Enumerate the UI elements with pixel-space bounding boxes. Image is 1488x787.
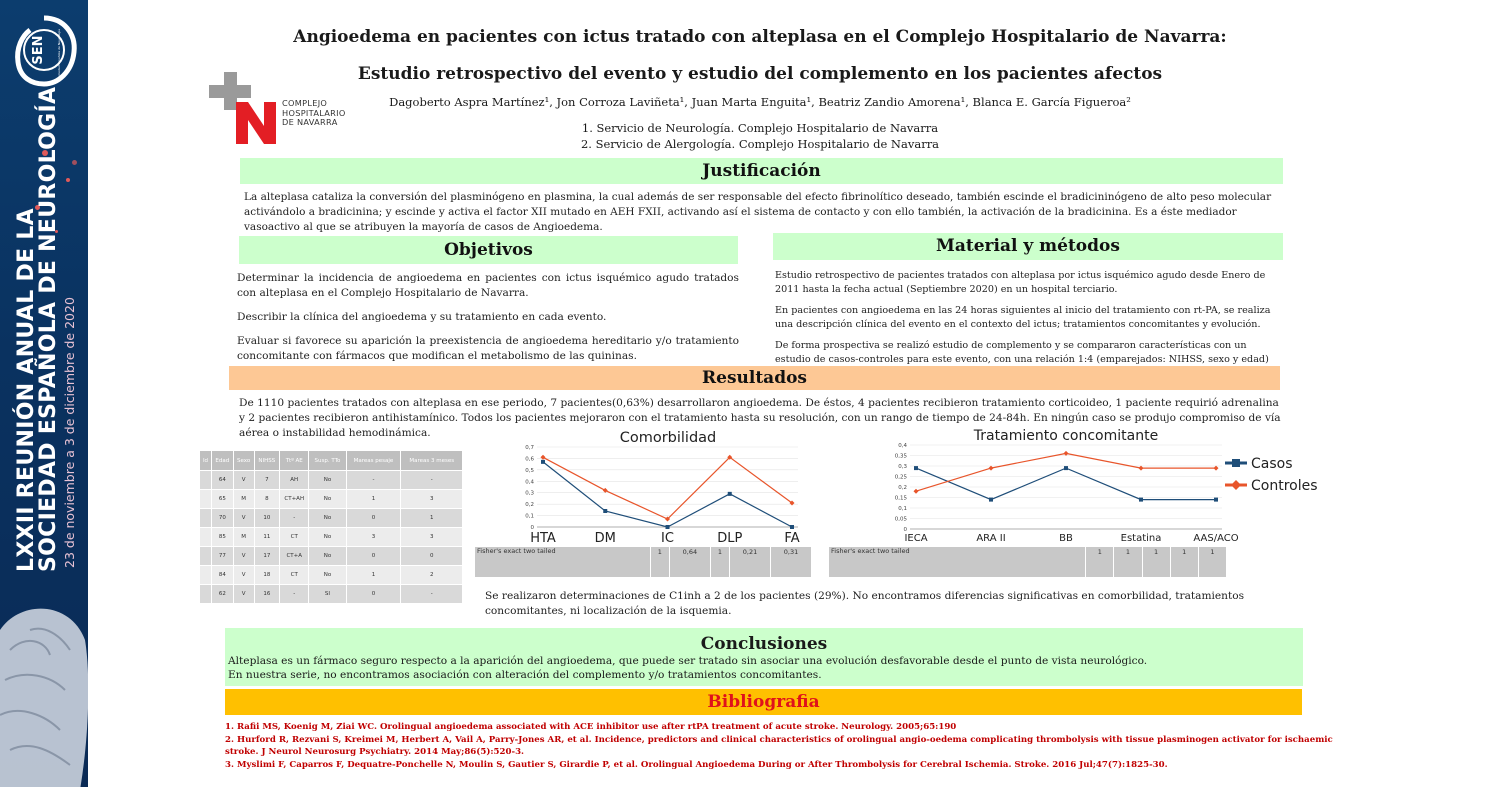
objetivos-text — [237, 271, 739, 373]
patient-table-cell: - — [280, 509, 309, 528]
data-point-controles — [1064, 451, 1069, 456]
y-tick-label: 0,6 — [525, 456, 534, 463]
patient-table-cell: - — [401, 585, 463, 604]
y-tick-label: 0,35 — [894, 453, 907, 460]
patient-table-header: Sexo — [233, 451, 254, 471]
section-justificacion-header: Justificación — [240, 158, 1283, 184]
fisher-value: 0,31 — [771, 547, 812, 578]
x-tick-label: ARA II — [976, 533, 1006, 544]
patient-table-cell: 0 — [401, 547, 463, 566]
data-point-casos — [989, 498, 993, 502]
data-point-casos — [1064, 466, 1068, 470]
fisher-table-tratamiento — [828, 546, 1227, 578]
patient-table-cell: 64 — [212, 471, 234, 490]
data-point-casos — [541, 460, 545, 464]
series-line-controles — [543, 457, 792, 519]
data-point-controles — [1139, 466, 1144, 471]
logo-line3: DE NAVARRA — [282, 117, 338, 127]
chart-title: Tratamiento concomitante — [973, 428, 1159, 444]
hospital-logo-text — [282, 99, 346, 128]
patient-table-cell: No — [309, 566, 346, 585]
patient-table-row — [200, 566, 463, 585]
patient-table-cell: 65 — [212, 490, 234, 509]
patient-table-row — [200, 490, 463, 509]
patient-table-cell: 62 — [212, 585, 234, 604]
y-tick-label: 0,25 — [894, 474, 907, 481]
patient-table-cell: 18 — [254, 566, 280, 585]
x-tick-label: IC — [661, 531, 674, 545]
patient-table-cell: 2 — [401, 566, 463, 585]
legend-label: Controles — [1251, 478, 1318, 494]
poster-title-line1: Angioedema en pacientes con ictus tratado con alteplasa en el Complejo Hospitalario de Navarra: — [293, 27, 1227, 47]
patient-table-row — [200, 547, 463, 566]
patient-table-row — [200, 585, 463, 604]
data-point-controles — [541, 455, 546, 460]
legend-label: Casos — [1251, 456, 1293, 472]
authors: Dagoberto Aspra Martínez¹, Jon Corroza Laviñeta¹, Juan Marta Enguita¹, Beatriz Zandio Amorena¹, Blanca E. García Figueroa² — [389, 95, 1131, 109]
patient-table-header: Ttº AE — [280, 451, 309, 471]
x-tick-label: Estatina — [1120, 533, 1162, 544]
patient-table-cell — [200, 471, 212, 490]
affiliation-2: 2. Servicio de Alergología. Complejo Hospitalario de Navarra — [580, 137, 940, 151]
patient-table-cell: V — [233, 585, 254, 604]
patient-table-cell: V — [233, 547, 254, 566]
legend-marker — [1232, 459, 1240, 467]
y-tick-label: 0,4 — [898, 443, 907, 449]
y-tick-label: 0,4 — [525, 479, 534, 486]
patient-table-cell: 17 — [254, 547, 280, 566]
patient-table-cell: 1 — [401, 509, 463, 528]
patient-table-cell: M — [233, 528, 254, 547]
reference-3: 3. Myslimi F, Caparros F, Dequatre-Ponchelle N, Moulin S, Gautier S, Girardie P, et al. Orolingual Angioedema During or After Thrombolysis for Cerebral Ischemia. Stroke. 2016 Jul;47(7):1825-30. — [225, 759, 1168, 770]
patient-table-cell: 1 — [346, 490, 401, 509]
patient-table-cell: 3 — [401, 490, 463, 509]
y-tick-label: 0,3 — [898, 464, 907, 470]
banner-line1: LXXII REUNIÓN ANUAL DE LA — [14, 207, 39, 572]
patient-table-cell: AH — [280, 471, 309, 490]
patient-table-cell: 0 — [346, 585, 401, 604]
data-point-controles — [914, 489, 919, 494]
patient-table-cell: M — [233, 490, 254, 509]
patient-table-cell: 0 — [346, 547, 401, 566]
poster-title-line2: Estudio retrospectivo del evento y estudio del complemento en los pacientes afectos — [357, 64, 1163, 84]
fisher-table-comorbilidad — [474, 546, 812, 578]
reference-2: 2. Hurford R, Rezvani S, Kreimei M, Herbert A, Vail A, Parry-Jones AR, et al. Incidence, predictors and clinical characteristics of orolingual angio-oedema complicating thrombolysis with tissue plasminogen activator for ischaemic stroke. J Neurol Neurosurg Psychiatry. 2014 May;86(5):520-3. — [225, 734, 1333, 757]
sen-logo-text: SEN — [31, 35, 46, 65]
fisher-label: Fisher's exact two tailed — [829, 547, 1086, 578]
patient-table-cell: 16 — [254, 585, 280, 604]
material-p2: En pacientes con angioedema en las 24 horas siguientes al inicio del tratamiento con rt-PA, se realiza una descripción clínica del evento en el contexto del ictus; tratamientos concomitantes y evolución. — [775, 305, 1271, 330]
patient-table-header: Edad — [212, 451, 234, 471]
patient-table-cell: No — [309, 528, 346, 547]
data-point-controles — [989, 466, 994, 471]
x-tick-label: HTA — [530, 531, 556, 545]
fisher-value: 1 — [710, 547, 729, 578]
patient-table-cell: CT — [280, 566, 309, 585]
data-point-casos — [728, 492, 732, 496]
y-tick-label: 0,1 — [525, 513, 534, 520]
fisher-value: 0,21 — [730, 547, 771, 578]
conclusion-line1: Alteplasa es un fármaco seguro respecto a la aparición del angioedema, que puede ser tratado sin asociar una evolución desfavorable desde el punto de vista neurológico. — [228, 655, 1148, 667]
patient-table-cell: 84 — [212, 566, 234, 585]
patient-table-cell: 7 — [254, 471, 280, 490]
conclusiones-header: Conclusiones — [700, 634, 828, 654]
x-tick-label: DM — [594, 531, 616, 545]
chart-comorbilidad — [475, 427, 815, 545]
x-tick-label: BB — [1059, 533, 1073, 544]
patient-table-cell — [200, 490, 212, 509]
data-point-casos — [1214, 498, 1218, 502]
bibliography-list — [225, 721, 1335, 771]
y-tick-label: 0,15 — [894, 495, 907, 502]
patient-table-cell: - — [346, 471, 401, 490]
material-p1: Estudio retrospectivo de pacientes tratados con alteplasa por ictus isquémico agudo desde Enero de 2011 hasta la fecha actual (Septiembre 2020) en un hospital terciario. — [775, 270, 1266, 295]
x-tick-label: DLP — [717, 531, 743, 545]
y-tick-label: 0 — [530, 525, 534, 531]
patient-table-header: Mareas pesaje — [346, 451, 401, 471]
patient-table-cell: 11 — [254, 528, 280, 547]
section-bibliografia-header: Bibliografia — [225, 689, 1302, 715]
patient-table-cell: - — [401, 471, 463, 490]
patient-table-cell: V — [233, 509, 254, 528]
patient-table-cell: No — [309, 509, 346, 528]
data-point-casos — [1139, 498, 1143, 502]
fisher-value: 1 — [1142, 547, 1170, 578]
series-line-casos — [916, 468, 1216, 500]
objetivo-1: Determinar la incidencia de angioedema en pacientes con ictus isquémico agudo tratados con alteplasa en el Complejo Hospitalario de Navarra. — [237, 272, 739, 299]
data-point-controles — [1214, 466, 1219, 471]
conference-banner — [0, 0, 88, 787]
patient-table-cell: 70 — [212, 509, 234, 528]
material-text — [775, 269, 1283, 374]
patient-table-cell: CT+AH — [280, 490, 309, 509]
objetivo-2: Describir la clínica del angioedema y su tratamiento en cada evento. — [237, 311, 607, 323]
logo-line1: COMPLEJO — [282, 98, 328, 108]
affiliation-1: 1. Servicio de Neurología. Complejo Hospitalario de Navarra — [581, 121, 939, 135]
patient-table-header: Mareas 3 meses — [401, 451, 463, 471]
patient-table-cell: 8 — [254, 490, 280, 509]
patient-table-cell: No — [309, 547, 346, 566]
data-point-controles — [603, 488, 608, 493]
section-conclusiones — [225, 628, 1303, 686]
data-point-casos — [914, 466, 918, 470]
fisher-value: 1 — [1198, 547, 1226, 578]
patient-table-cell — [200, 585, 212, 604]
brain-illustration-icon — [0, 590, 88, 787]
patient-table — [199, 450, 463, 604]
y-tick-label: 0,5 — [525, 467, 534, 474]
fisher-value: 1 — [650, 547, 669, 578]
patient-table-cell — [200, 528, 212, 547]
patient-table-cell: V — [233, 471, 254, 490]
y-tick-label: 0,7 — [525, 445, 534, 451]
patient-table-cell: - — [280, 585, 309, 604]
patient-table-header: Susp. TTo — [309, 451, 346, 471]
chart-tratamiento — [828, 426, 1318, 546]
resultados-text-2: Se realizaron determinaciones de C1inh a 2 de los pacientes (29%). No encontramos diferencias significativas en comorbilidad, tratamientos concomitantes, ni localización de la isquemia. — [485, 590, 1245, 617]
patient-table-cell: 3 — [346, 528, 401, 547]
patient-table-header: NIHSS — [254, 451, 280, 471]
data-point-casos — [603, 509, 607, 513]
chart-title: Comorbilidad — [619, 430, 717, 446]
section-material-header: Material y métodos — [773, 233, 1283, 260]
patient-table-cell — [200, 566, 212, 585]
sen-logo-sub: Sociedad Española de Neurología — [57, 28, 61, 80]
resultados-text: De 1110 pacientes tratados con alteplasa en ese periodo, 7 pacientes(0,63%) desarrollaron angioedema. De éstos, 4 pacientes recibieron tratamiento corticoideo, 1 paciente requirió adrenalina y 2 pacientes recibieron antihistamínico. Todos los pacientes mejoraron con el tratamiento hasta su resolución, con un rango de tiempo de 24-84h. En ningún caso se produjo compromiso de vía aérea o instabilidad hemodinámica. — [239, 397, 1281, 439]
patient-table-cell — [200, 547, 212, 566]
fisher-label: Fisher's exact two tailed — [475, 547, 651, 578]
reference-1: 1. Rafii MS, Koenig M, Ziai WC. Orolingual angioedema associated with ACE inhibitor use after rtPA treatment of acute stroke. Neurology. 2005;65:190 — [225, 722, 957, 732]
patient-table-cell: 10 — [254, 509, 280, 528]
patient-table-cell: No — [309, 471, 346, 490]
fisher-value: 1 — [1086, 547, 1114, 578]
patient-table-cell: V — [233, 566, 254, 585]
y-tick-label: 0,05 — [894, 516, 907, 523]
fisher-value: 1 — [1170, 547, 1198, 578]
y-tick-label: 0,1 — [898, 506, 907, 512]
x-tick-label: IECA — [904, 533, 928, 544]
banner-title — [16, 87, 60, 572]
material-p3: De forma prospectiva se realizó estudio de complemento y se compararon características con un estudio de casos-controles para este evento, con una relación 1:4 (emparejados: NIHSS, sexo y edad) — [775, 340, 1269, 365]
section-objetivos-header: Objetivos — [239, 236, 738, 264]
justificacion-text: La alteplasa cataliza la conversión del plasminógeno en plasmina, la cual además de ser responsable del efecto fibrinolítico deseado, también escinde el bradicininógeno de alto peso molecular activándolo a bradicinina; y escinde y activa el factor XII mutado en AEH FXII, activando así el sistema de contacto y con ello también, la activación de la bradicinina. Es a éste mediador vasoactivo al que se atribuyen la mayoría de casos de Angioedema. — [244, 191, 1272, 233]
patient-table-cell: No — [309, 490, 346, 509]
patient-table-cell: 85 — [212, 528, 234, 547]
patient-table-header: Id — [200, 451, 212, 471]
fisher-value: 1 — [1114, 547, 1142, 578]
patient-table-cell: CT — [280, 528, 309, 547]
patient-table-row — [200, 509, 463, 528]
patient-table-cell: 3 — [401, 528, 463, 547]
y-tick-label: 0,3 — [525, 490, 534, 497]
patient-table-row — [200, 471, 463, 490]
y-tick-label: 0,2 — [525, 502, 534, 509]
banner-line2: SOCIEDAD ESPAÑOLA DE NEUROLOGÍA — [36, 86, 61, 572]
section-resultados-header: Resultados — [229, 366, 1280, 390]
legend-marker — [1231, 480, 1241, 490]
y-tick-label: 0,2 — [898, 485, 907, 491]
patient-table-cell: CT+A — [280, 547, 309, 566]
logo-line2: HOSPITALARIO — [282, 107, 346, 118]
y-tick-label: 0 — [903, 527, 907, 533]
data-point-casos — [666, 525, 670, 529]
banner-dates: 23 de noviembre a 3 de diciembre de 2020 — [62, 297, 77, 568]
patient-table-row — [200, 528, 463, 547]
patient-table-cell: 0 — [346, 509, 401, 528]
patient-table-cell: 1 — [346, 566, 401, 585]
patient-table-cell: 77 — [212, 547, 234, 566]
objetivo-3: Evaluar si favorece su aparición la preexistencia de angioedema hereditario y/o tratamiento concomitante con fármacos que modifican el metabolismo de las quininas. — [237, 335, 739, 362]
series-line-controles — [916, 453, 1216, 491]
patient-table-cell: SI — [309, 585, 346, 604]
x-tick-label: AAS/ACO — [1193, 533, 1239, 544]
patient-table-cell — [200, 509, 212, 528]
conclusion-line2: En nuestra serie, no encontramos asociación con alteración del complemento y/o tratamientos concomitantes. — [228, 669, 822, 681]
data-point-casos — [790, 525, 794, 529]
fisher-value: 0,64 — [669, 547, 710, 578]
x-tick-label: FA — [784, 531, 800, 545]
